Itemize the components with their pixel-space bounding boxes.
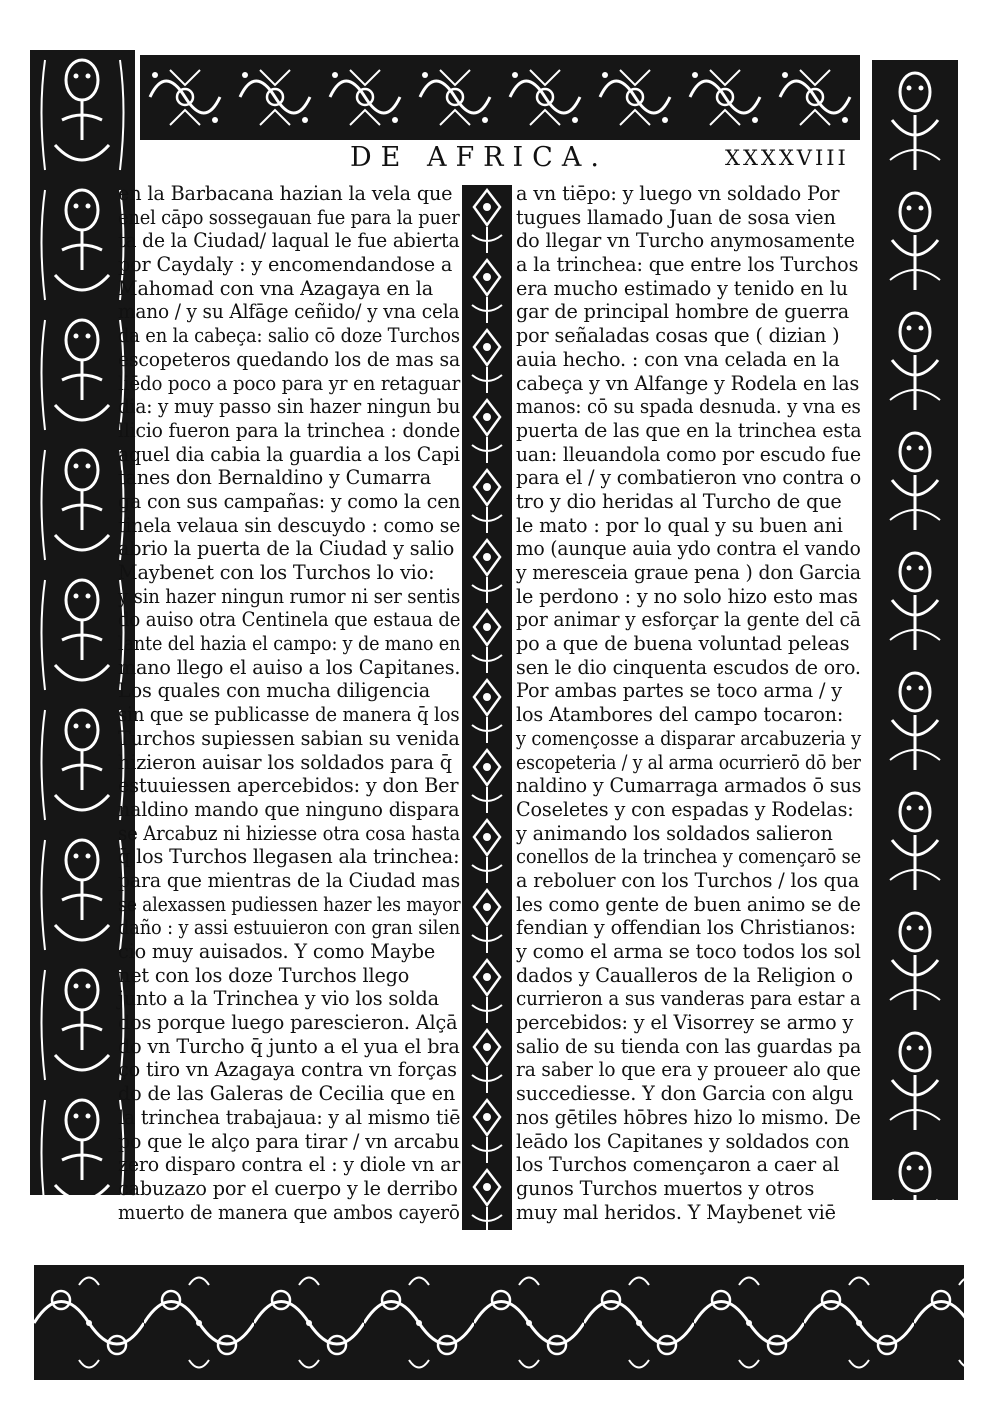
text-line: le perdono : y no solo hizo esto mas: [516, 584, 858, 608]
text-line: liēdo poco a poco para yr en retaguar: [118, 371, 461, 395]
text-line: q̄ los Turchos llegasen ala trinchea:: [118, 845, 460, 869]
text-line: cio muy auisados. Y como Maybe: [118, 940, 436, 963]
text-line: Por ambas partes se toco arma / y: [516, 679, 842, 703]
right-ornamental-border: [872, 60, 958, 1200]
text-line: Turchos supiessen sabian su venida: [118, 726, 460, 750]
right-text-column: [516, 182, 861, 1224]
text-line: escopeteria / y al arma ocurrierō dō ber: [516, 750, 861, 774]
text-line: le mato : por lo qual y su buen ani: [516, 513, 843, 537]
text-line: gunos Turchos muertos y otros: [516, 1176, 815, 1200]
text-line: mano / y su Alfāge ceñido/ y vna cela: [118, 300, 460, 324]
text-line: ta de la Ciudad/ laqual le fue abierta: [118, 229, 460, 253]
text-line: lante del hazia el campo: y de mano en: [118, 632, 461, 656]
text-line: para que mientras de la Ciudad mas: [118, 868, 461, 892]
text-line: currieron a sus vanderas para estar a: [516, 987, 861, 1011]
text-line: por animar y esforçar la gente del cā: [516, 608, 861, 632]
text-line: ga con sus campañas: y como la cen: [118, 489, 461, 513]
text-line: cabeça y vn Alfange y Rodela en las: [516, 371, 860, 395]
text-line: Mahomad con vna Azagaya en la: [118, 276, 434, 300]
text-line: leādo los Capitanes y soldados con: [516, 1129, 850, 1153]
left-text-column: [118, 182, 460, 1224]
text-line: mo (aunque auia ydo contra el vando: [516, 537, 861, 561]
text-line: era mucho estimado y tenido en lu: [516, 276, 848, 300]
page-header: [140, 140, 860, 180]
text-line: y como el arma se toco todos los sol: [516, 940, 861, 963]
text-line: salio de su tienda con las guardas pa: [516, 1034, 862, 1058]
text-line: Coseletes y con espadas y Rodelas:: [516, 797, 854, 821]
text-line: zero disparo contra el : y diole vn ar: [118, 1153, 461, 1177]
text-line: tanes don Bernaldino y Cumarra: [118, 466, 431, 490]
text-line: aquel dia cabia la guardia a los Capi: [118, 442, 460, 466]
text-line: junto a la Trinchea y vio los solda: [118, 987, 439, 1011]
text-line: conellos de la trinchea y començarō se: [516, 845, 862, 869]
text-line: sin que se publicasse de manera q̄ los: [118, 703, 460, 727]
text-line: dos porque luego parescieron. Alçā: [118, 1011, 458, 1035]
text-line: daño : y assi estuuieron con gran silen: [118, 916, 461, 940]
bottom-ornamental-border: [34, 1265, 964, 1380]
text-line: por señaladas cosas que ( dizian ): [516, 324, 840, 348]
text-line: fendian y offendian los Christianos:: [516, 916, 856, 940]
text-line: a la trinchea: que entre los Turchos: [516, 253, 859, 277]
text-line: para el / y combatieron vno contra o: [516, 466, 862, 490]
text-line: succediesse. Y don Garcia con algu: [516, 1082, 854, 1106]
text-line: Maybenet con los Turchos lo vio:: [118, 561, 435, 584]
text-line: tinela velaua sin descuydo : como se: [118, 513, 461, 537]
text-line: po que le alço para tirar / vn arcabu: [118, 1129, 460, 1153]
text-line: do de las Galeras de Cecilia que en: [118, 1082, 456, 1106]
text-line: a reboluer con los Turchos / los qua: [516, 868, 860, 892]
text-line: naldino y Cumarraga armados ō sus: [516, 774, 862, 798]
folio-number: XXXXVIII: [725, 146, 849, 170]
text-line: ra saber lo que era y proueer alo que: [516, 1058, 861, 1082]
text-line: manos: cō su spada desnuda. y vna es: [516, 395, 861, 419]
text-line: llicio fueron para la trinchea : donde: [118, 418, 460, 442]
text-line: mano llego el auiso a los Capitanes.: [118, 655, 461, 679]
text-line: hizieron auisar los soldados para q̄: [118, 750, 452, 774]
text-line: escopeteros quedando los de mas sa: [118, 347, 460, 371]
text-line: y animando los soldados salieron: [516, 821, 833, 845]
text-line: se Arcabuz ni hiziesse otra cosa hasta: [118, 821, 461, 845]
text-line: cabuzazo por el cuerpo y le derribo: [118, 1176, 458, 1200]
text-line: enel cāpo sossegauan fue para la puer: [118, 205, 460, 229]
text-line: dados y Caualleros de la Religion o: [516, 963, 853, 987]
text-line: sen le dio cinquenta escudos de oro.: [516, 655, 861, 679]
text-line: nos gētiles hōbres hizo lo mismo. De: [516, 1105, 861, 1129]
text-line: se alexassen pudiessen hazer les mayor: [118, 892, 461, 916]
text-line: da en la cabeça: salio cō doze Turchos: [118, 324, 460, 348]
text-line: muerto de manera que ambos cayerō: [118, 1200, 460, 1224]
text-line: do vn Turcho q̄ junto a el yua el bra: [118, 1034, 460, 1058]
text-line: naldino mando que ninguno dispara: [118, 797, 460, 821]
text-line: percebidos: y el Visorrey se armo y: [516, 1011, 854, 1035]
text-line: dia: y muy passo sin hazer ningun bu: [118, 395, 461, 419]
text-line: los Turchos començaron a caer al: [516, 1153, 840, 1177]
text-line: y començosse a disparar arcabuzeria y: [516, 726, 862, 750]
text-line: en la Barbacana hazian la vela que: [118, 182, 453, 205]
top-ornamental-border: [140, 55, 860, 140]
text-line: puerta de las que en la trinchea esta: [516, 418, 862, 442]
text-line: uan: lleuandola como por escudo fue: [516, 442, 861, 466]
text-line: abrio la puerta de la Ciudad y salio: [118, 537, 455, 561]
text-line: po a que de buena voluntad peleas: [516, 632, 850, 656]
text-line: y meresceia graue pena ) don Garcia: [516, 561, 861, 584]
text-line: do llegar vn Turcho anymosamente: [516, 229, 855, 253]
text-line: estuuiessen apercebidos: y don Ber: [118, 774, 459, 798]
text-line: les como gente de buen animo se de: [516, 892, 861, 916]
text-line: auia hecho. : con vna celada en la: [516, 347, 840, 371]
text-line: do auiso otra Centinela que estaua de: [118, 608, 461, 632]
text-line: y sin hazer ningun rumor ni ser sentis: [118, 584, 461, 608]
text-line: por Caydaly : y encomendandose a: [118, 253, 453, 277]
text-line: tro y dio heridas al Turcho de que: [516, 489, 842, 513]
center-ornamental-rule: [462, 185, 512, 1230]
text-line: gar de principal hombre de guerra: [516, 300, 850, 324]
text-line: la trinchea trabajaua: y al mismo tiē: [118, 1105, 461, 1129]
text-line: a vn tiēpo: y luego vn soldado Por: [516, 182, 840, 205]
text-line: net con los doze Turchos llego: [118, 963, 410, 987]
text-line: tugues llamado Juan de sosa vien: [516, 205, 836, 229]
text-line: ço tiro vn Azagaya contra vn forças: [118, 1058, 457, 1082]
text-line: los Atambores del campo tocaron:: [516, 703, 844, 727]
text-line: muy mal heridos. Y Maybenet viē: [516, 1200, 836, 1224]
text-line: Los quales con mucha diligencia: [118, 679, 431, 703]
running-title: DE AFRICA.: [350, 142, 608, 173]
